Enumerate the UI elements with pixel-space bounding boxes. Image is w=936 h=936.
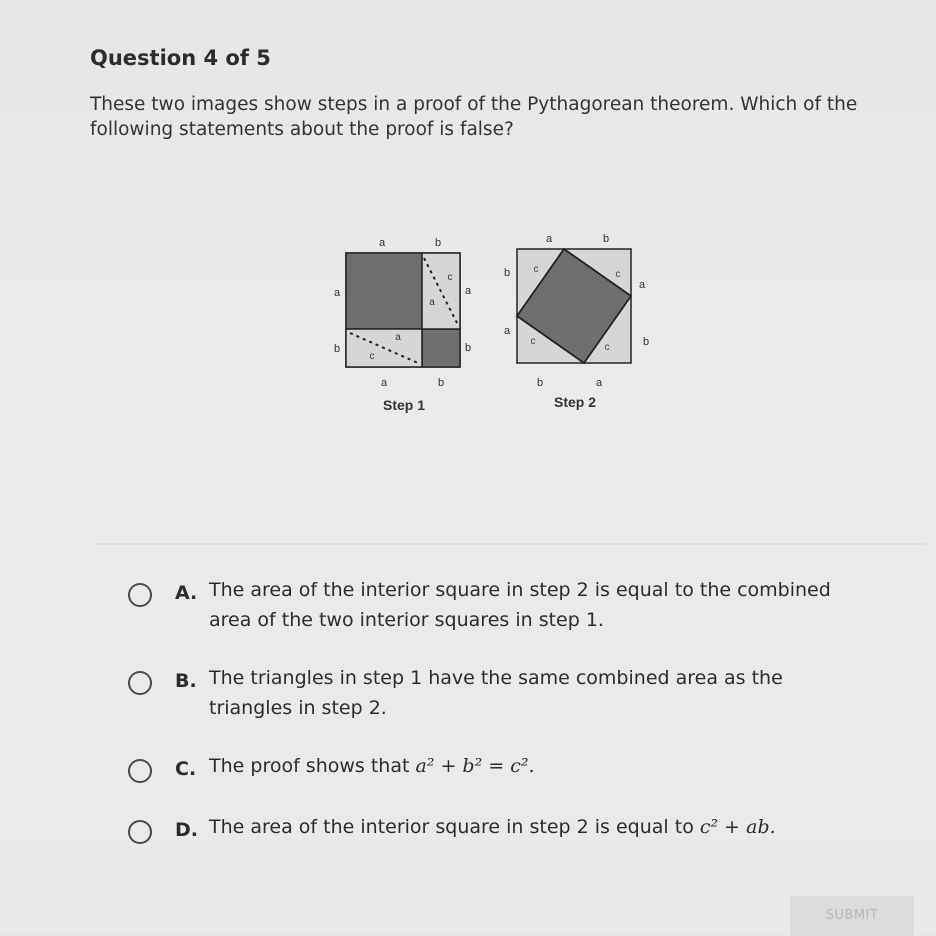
step2-inner-label-c-3: c	[530, 336, 536, 347]
step2-left-label-a: a	[503, 325, 511, 337]
step1-square-a	[346, 253, 422, 329]
step1-left-label-b: b	[333, 343, 341, 355]
step2-top-label-a: a	[545, 233, 553, 245]
radio-button-b[interactable]	[128, 671, 152, 695]
choice-letter: D.	[175, 819, 198, 841]
submit-button[interactable]: SUBMIT	[790, 896, 914, 936]
proof-figure	[310, 225, 670, 425]
choice-letter: B.	[175, 670, 197, 692]
radio-button-a[interactable]	[128, 583, 152, 607]
step2-caption: Step 2	[553, 394, 597, 410]
step1-diagram	[334, 237, 472, 413]
step2-diagram	[504, 233, 649, 410]
step2-inner-label-c-4: c	[604, 342, 610, 353]
step1-right-label-a: a	[464, 285, 472, 297]
choice-line: The triangles in step 1 have the same combined area as the	[209, 667, 783, 689]
choice-text	[209, 663, 899, 723]
choice-prose: The area of the interior square in step 2 is equal to	[209, 816, 694, 838]
choice-prose: The proof shows that	[209, 755, 410, 777]
choice-c[interactable]	[128, 751, 899, 783]
choice-line: triangles in step 2.	[209, 697, 387, 719]
choice-text	[209, 751, 899, 781]
step1-inner-label-c-top: c	[447, 272, 453, 283]
step1-square-b	[422, 329, 460, 367]
choice-d[interactable]	[128, 812, 899, 844]
step2-right-label-b: b	[642, 336, 650, 348]
step2-top-label-b: b	[602, 233, 610, 245]
step1-right-label-b: b	[464, 342, 472, 354]
step2-right-label-a: a	[638, 279, 646, 291]
choice-math: c² + ab.	[699, 816, 776, 838]
step1-caption: Step 1	[382, 397, 426, 413]
step1-bottom-label-a: a	[380, 377, 388, 389]
step1-bottom-label-b: b	[437, 377, 445, 389]
choice-math: a² + b² = c².	[415, 755, 535, 777]
section-divider	[96, 543, 926, 545]
step2-inner-label-c-1: c	[533, 264, 539, 275]
step1-top-label-b: b	[434, 237, 442, 249]
choice-a[interactable]	[128, 575, 899, 635]
step2-bottom-label-a: a	[595, 377, 603, 389]
step1-top-label-a: a	[378, 237, 386, 249]
choice-line: The area of the interior square in step 2 is equal to the combined	[209, 579, 831, 601]
choice-line: area of the two interior squares in step 1.	[209, 609, 604, 631]
step2-inner-label-c-2: c	[615, 269, 621, 280]
step2-left-label-b: b	[503, 267, 511, 279]
question-header: Question 4 of 5	[90, 46, 271, 70]
choice-letter: C.	[175, 758, 197, 780]
step1-inner-label-a-bottom: a	[395, 332, 401, 343]
choice-text	[209, 812, 899, 842]
step1-inner-label-a-top: a	[429, 297, 435, 308]
question-text: These two images show steps in a proof of the Pythagorean theorem. Which of the following statements about the proof is false?	[90, 94, 858, 140]
radio-button-c[interactable]	[128, 759, 152, 783]
choice-text	[209, 575, 899, 635]
choice-letter: A.	[175, 582, 198, 604]
step2-bottom-label-b: b	[536, 377, 544, 389]
step1-inner-label-c-bottom: c	[369, 351, 375, 362]
radio-button-d[interactable]	[128, 820, 152, 844]
choice-b[interactable]	[128, 663, 899, 723]
step1-left-label-a: a	[333, 287, 341, 299]
